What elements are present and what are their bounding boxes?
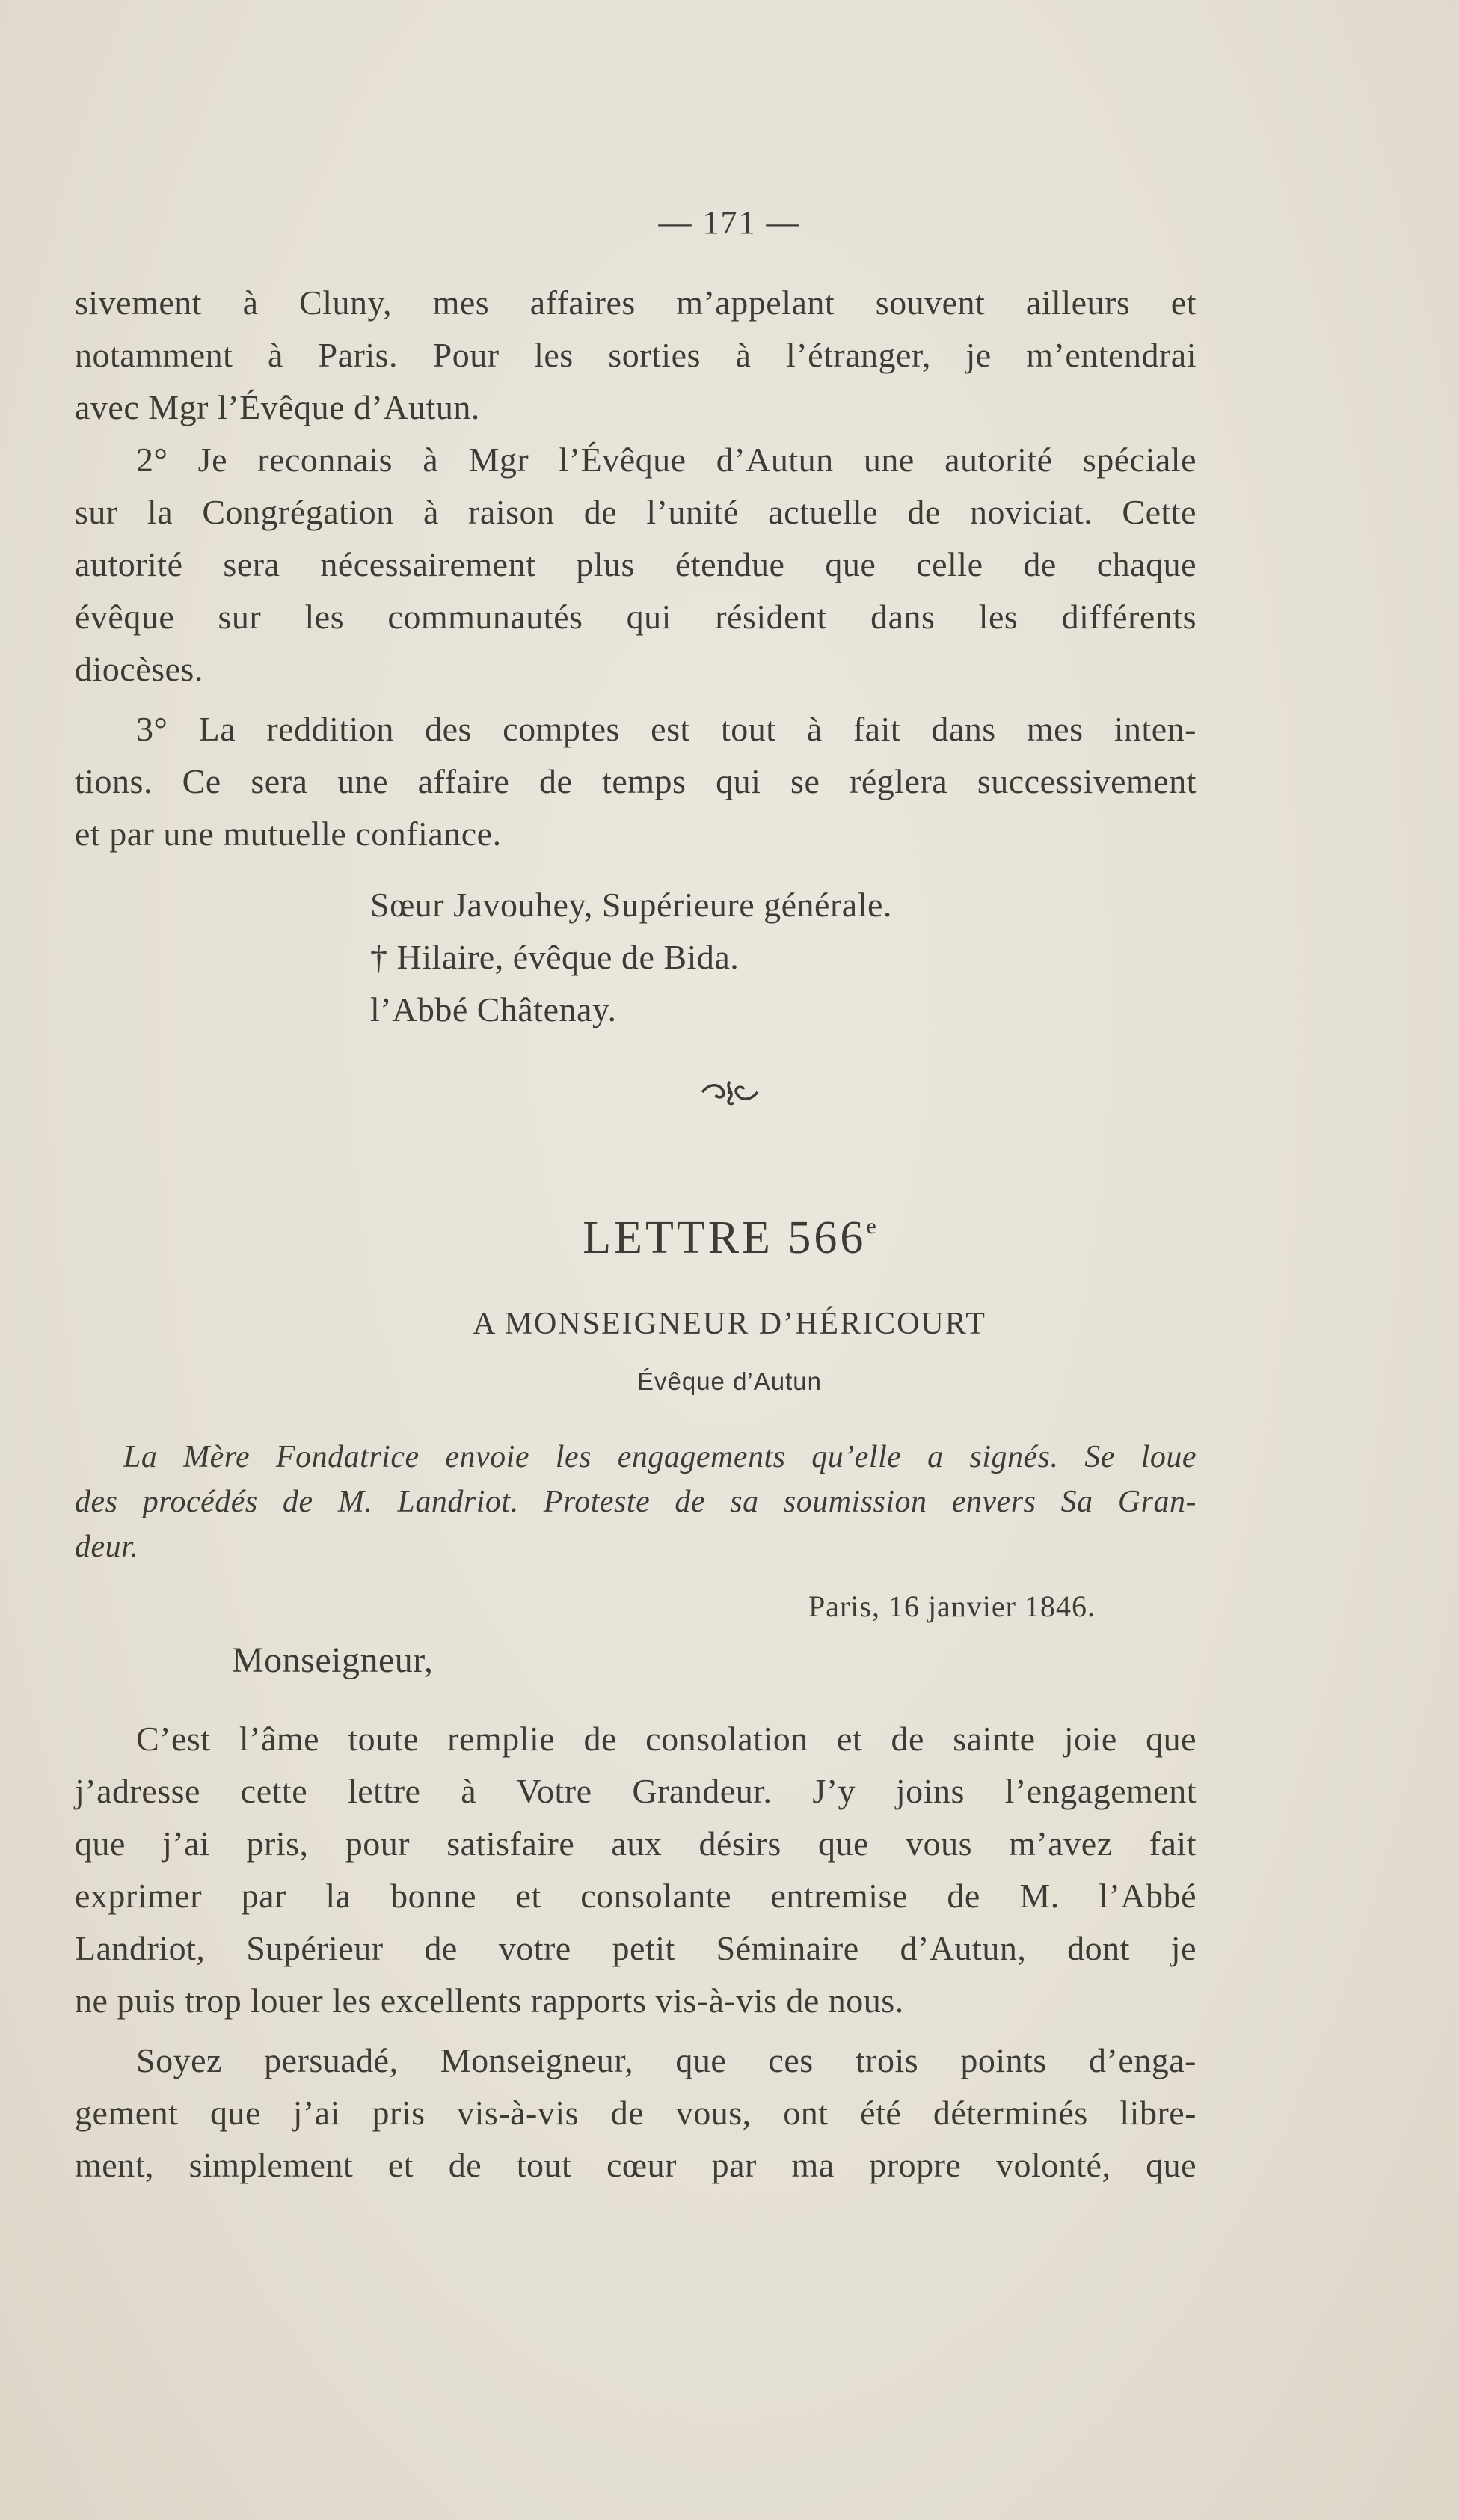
- text-line: évêque sur les communautés qui résident dans les différents: [75, 598, 1197, 636]
- letter-body-line: exprimer par la bonne et consolante entremise de M. l’Abbé: [75, 1877, 1197, 1915]
- text-line: sur la Congrégation à raison de l’unité actuelle de noviciat. Cette: [75, 493, 1197, 531]
- letter-body-line: ne puis trop louer les excellents rapports vis-à-vis de nous.: [75, 1981, 904, 2020]
- text-line: autorité sera nécessairement plus étendue que celle de chaque: [75, 545, 1197, 583]
- fleuron-ornament-icon: [0, 1077, 1459, 1111]
- letter-body-line: que j’ai pris, pour satisfaire aux désirs que vous m’avez fait: [75, 1824, 1197, 1863]
- letter-title-suffix: e: [866, 1214, 876, 1239]
- letter-summary-line: La Mère Fondatrice envoie les engagements qu’elle a signés. Se loue: [123, 1440, 1197, 1474]
- letter-body-line: Soyez persuadé, Monseigneur, que ces trois points d’enga-: [136, 2041, 1197, 2079]
- letter-body-line: Landriot, Supérieur de votre petit Séminaire d’Autun, dont je: [75, 1929, 1197, 1967]
- letter-salutation: Monseigneur,: [232, 1640, 434, 1680]
- letter-body-line: ment, simplement et de tout cœur par ma propre volonté, que: [75, 2146, 1197, 2184]
- text-line: sivement à Cluny, mes affaires m’appelant souvent ailleurs et: [75, 283, 1197, 322]
- letter-body-line: C’est l’âme toute remplie de consolation et de sainte joie que: [136, 1720, 1197, 1758]
- page-number: — 171 —: [658, 204, 801, 241]
- text-line: 3° La reddition des comptes est tout à fait dans mes inten-: [136, 710, 1197, 748]
- signatory: l’Abbé Châtenay.: [370, 990, 617, 1028]
- signatory: † Hilaire, évêque de Bida.: [370, 938, 740, 976]
- text-line: tions. Ce sera une affaire de temps qui se réglera successivement: [75, 762, 1197, 800]
- text-line: 2° Je reconnais à Mgr l’Évêque d’Autun une autorité spéciale: [136, 441, 1197, 479]
- letter-body-line: gement que j’ai pris vis-à-vis de vous, ont été déterminés libre-: [75, 2094, 1197, 2132]
- letter-title-text: LETTRE 566: [583, 1213, 867, 1263]
- letter-summary-line: deur.: [75, 1530, 139, 1564]
- letter-summary-line: des procédés de M. Landriot. Proteste de sa soumission envers Sa Gran-: [75, 1485, 1197, 1519]
- text-line: et par une mutuelle confiance.: [75, 815, 502, 853]
- letter-body-line: j’adresse cette lettre à Votre Grandeur. J’y joins l’engagement: [75, 1772, 1197, 1810]
- letter-recipient-title: Évêque d’Autun: [636, 1367, 822, 1395]
- text-line: avec Mgr l’Évêque d’Autun.: [75, 388, 480, 426]
- signatory: Sœur Javouhey, Supérieure générale.: [370, 886, 892, 924]
- fleuron-ornament-icon: [696, 1077, 764, 1107]
- text-line: notamment à Paris. Pour les sorties à l’étranger, je m’entendrai: [75, 336, 1197, 374]
- text-line: diocèses.: [75, 650, 203, 688]
- letter-title: [0, 1197, 1459, 1268]
- letter-recipient: A MONSEIGNEUR D’HÉRICOURT: [473, 1307, 986, 1341]
- letter-dateline: Paris, 16 janvier 1846.: [808, 1589, 1096, 1623]
